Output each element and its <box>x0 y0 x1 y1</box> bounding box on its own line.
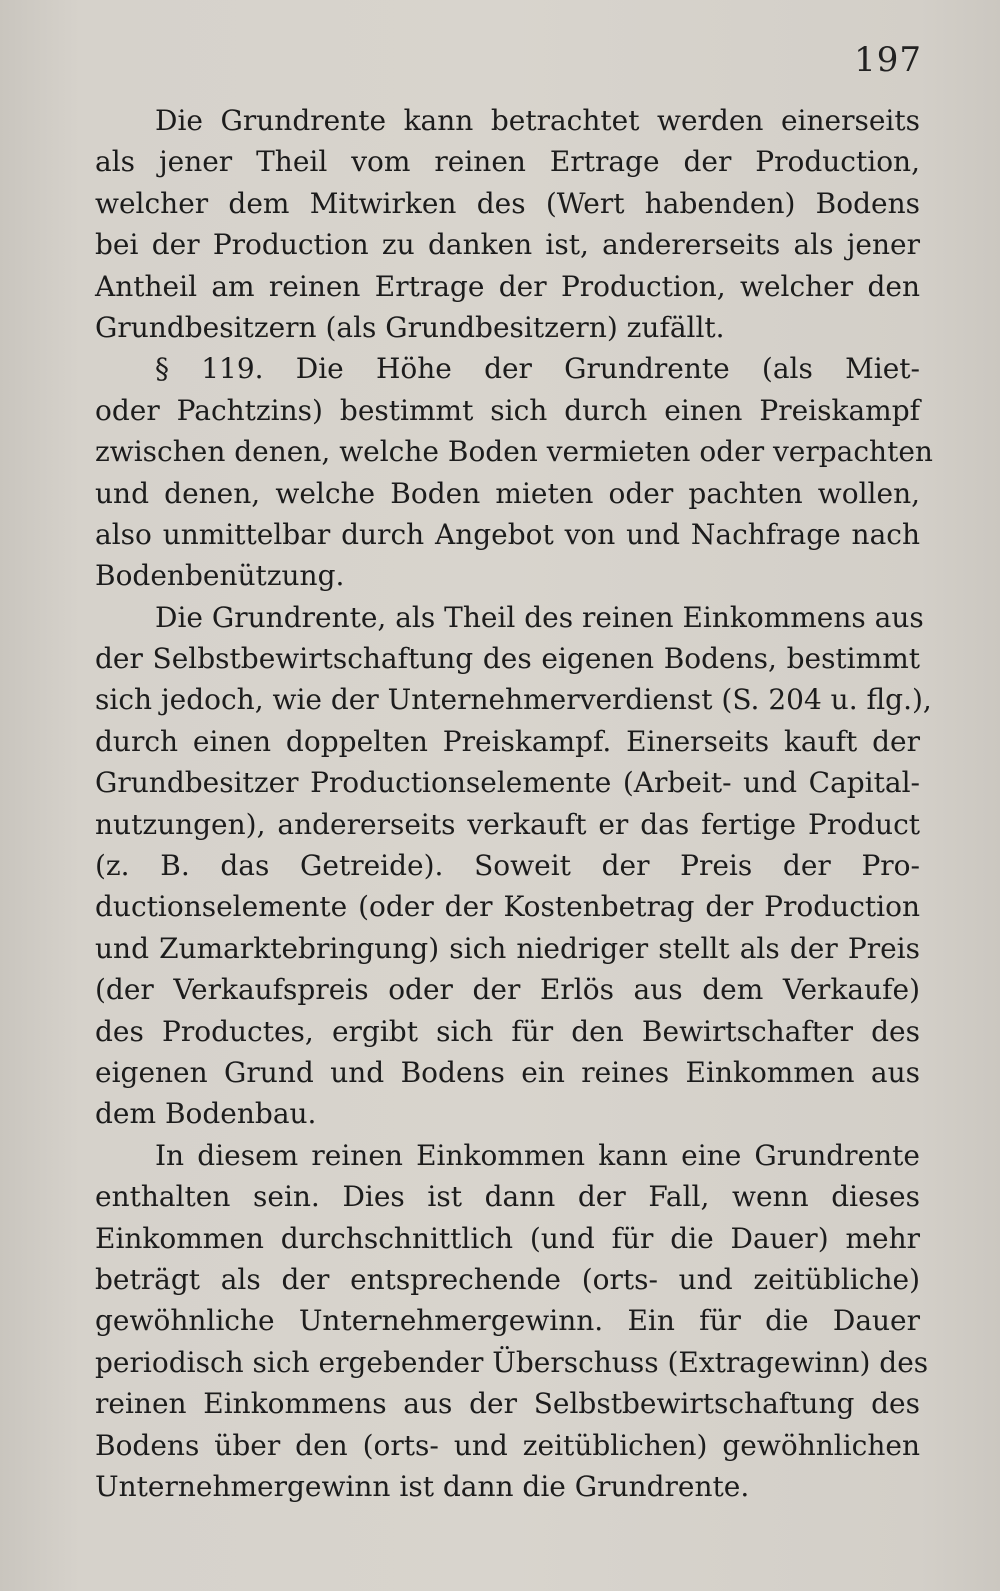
page-number: 197 <box>854 40 922 80</box>
paragraph-4 <box>95 1135 929 1508</box>
text-line: enthalten sein. Dies ist dann der Fall, wenn dieses <box>95 1180 920 1214</box>
text-line: gewöhnliche Unternehmergewinn. Ein für die Dauer <box>95 1304 920 1338</box>
text-line: Antheil am reinen Ertrage der Production, welcher den <box>95 269 920 303</box>
text-line: des Productes, ergibt sich für den Bewirtschafter des <box>95 1014 920 1048</box>
text-line: der Selbstbewirtschaftung des eigenen Bodens, bestimmt <box>95 642 920 676</box>
text-line: Grundbesitzern (als Grundbesitzern) zufällt. <box>95 310 725 344</box>
text-line: Unternehmergewinn ist dann die Grundrente. <box>95 1469 750 1503</box>
text-line: ductionselemente (oder der Kostenbetrag der Production <box>95 890 920 924</box>
text-line: dem Bodenbau. <box>95 1097 317 1131</box>
text-line: durch einen doppelten Preiskampf. Einerseits kauft der <box>95 724 920 758</box>
text-line: zwischen denen, welche Boden vermieten oder verpachten <box>95 435 933 469</box>
body-text <box>95 100 933 1507</box>
text-line: Grundbesitzer Productionselemente (Arbeit- und Capital- <box>95 766 920 800</box>
text-line: Die Grundrente kann betrachtet werden einerseits <box>155 104 920 137</box>
text-line: reinen Einkommens aus der Selbstbewirtschaftung des <box>95 1387 920 1421</box>
text-line: als jener Theil vom reinen Ertrage der Production, <box>95 145 920 179</box>
text-line: Die Grundrente, als Theil des reinen Einkommens aus <box>155 600 924 634</box>
text-line: eigenen Grund und Bodens ein reines Einkommen aus <box>95 1055 920 1089</box>
text-line: Bodenbenützung. <box>95 559 345 593</box>
text-line: welcher dem Mitwirken des (Wert habenden) Bodens <box>95 186 920 220</box>
text-line: (z. B. das Getreide). Soweit der Preis der Pro- <box>95 849 920 883</box>
text-line: beträgt als der entsprechende (orts- und zeitübliche) <box>95 1262 920 1296</box>
text-line: § 119. Die Höhe der Grundrente (als Miet- <box>155 352 920 386</box>
text-line: (der Verkaufspreis oder der Erlös aus dem Verkaufe) <box>95 973 920 1007</box>
paragraph-3 <box>95 597 932 1135</box>
text-line: sich jedoch, wie der Unternehmerverdienst (S. 204 u. flg.), <box>95 683 932 717</box>
text-line: Einkommen durchschnittlich (und für die Dauer) mehr <box>95 1221 920 1255</box>
text-line: nutzungen), andererseits verkauft er das fertige Product <box>95 807 920 841</box>
paragraph-1 <box>95 100 920 348</box>
paragraph-2 <box>95 348 933 596</box>
text-line: bei der Production zu danken ist, andererseits als jener <box>95 228 920 262</box>
text-line: periodisch sich ergebender Überschuss (Extragewinn) des <box>95 1345 929 1379</box>
text-line: Bodens über den (orts- und zeitüblichen) gewöhnlichen <box>95 1428 920 1462</box>
text-line: In diesem reinen Einkommen kann eine Grundrente <box>155 1138 920 1172</box>
text-line: und Zumarktebringung) sich niedriger stellt als der Preis <box>95 931 920 965</box>
text-line: und denen, welche Boden mieten oder pachten wollen, <box>95 476 920 510</box>
text-line: oder Pachtzins) bestimmt sich durch einen Preiskampf <box>95 393 920 427</box>
text-line: also unmittelbar durch Angebot von und Nachfrage nach <box>95 517 920 551</box>
